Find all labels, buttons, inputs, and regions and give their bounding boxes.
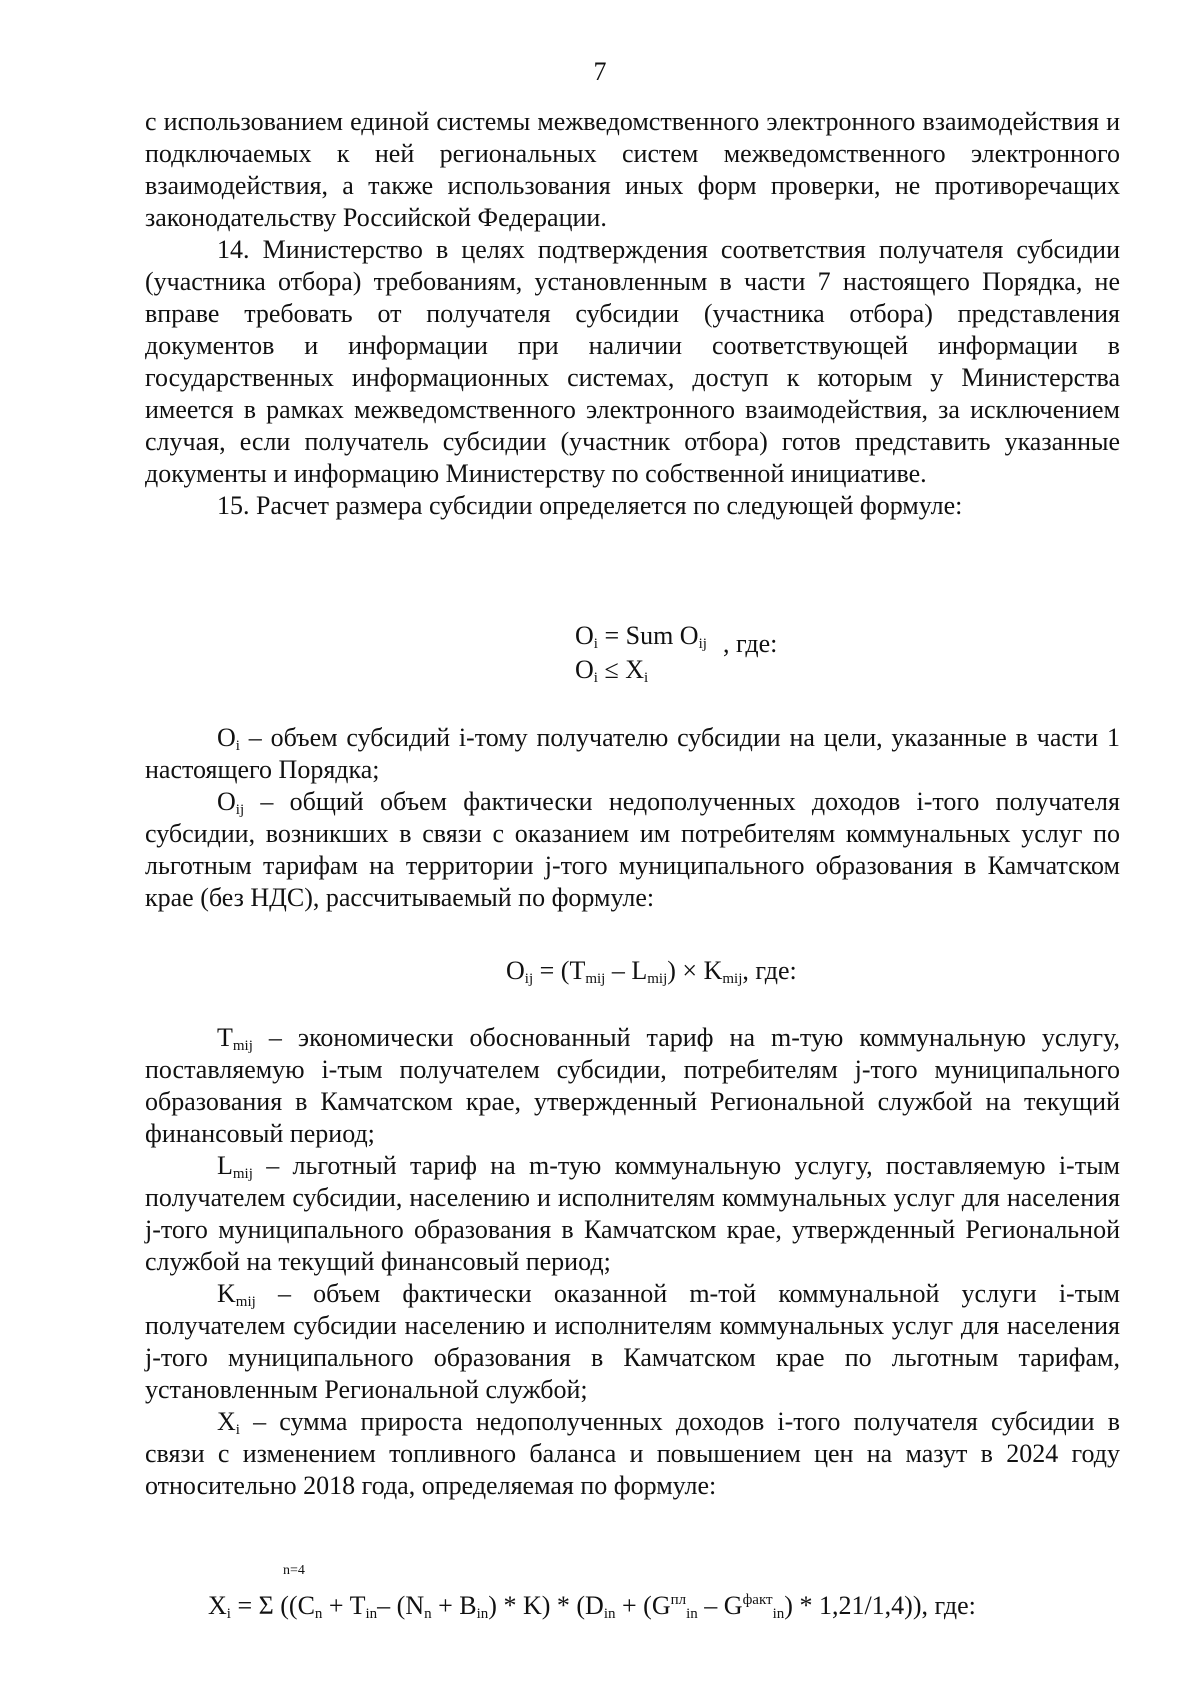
formula-oij: $O_{ij} = (T_{mij} - L_{mij}) \times K_{mij}$, где: xyxy=(506,956,797,987)
formula1-line1: $O_i$ = Sum $O_{ij}$ xyxy=(575,621,707,652)
text-block-2 xyxy=(145,722,1120,914)
paragraph-14: 14. Министерство в целях подтверждения соответствия получателя субсидии (участника отбора) требованиям, установленным в части 7 настоящего Порядка, не вправе требовать от получателя субсидии (участника отбора) представления документов и информации при наличии соответствующей информации в государственных информационных системах, доступ к которым у Министерства имеется в рамках межведомственного электронного взаимодействия, за исключением случая, если получатель субсидии (участник отбора) готов представить указанные документы и информацию Министерству по собственной инициативе. xyxy=(145,235,1120,488)
formula-subsidy-volume xyxy=(575,620,778,688)
formula1-where: , где: xyxy=(723,629,778,658)
definition-xi: $X_i$ – сумма прироста недополученных доходов i-того получателя субсидии в связи с изменением топливного баланса и повышением цен на мазут в 2024 году относительно 2018 года, определяемая по формуле: xyxy=(145,1407,1120,1500)
formula-xi: n=4 $X_i = \Sigma$ (($C_n + T_{in}-$ $(N_n + B_{in}) * K) * (D_{in} + (G^{пл}_{in} - G^{факт}_{in}) * 1,21/1,4)$), где: xyxy=(208,1563,976,1622)
text-block-1 xyxy=(145,106,1120,522)
formula1-line2: $O_i \le X_i$ xyxy=(575,655,649,686)
page-number: 7 xyxy=(593,57,607,86)
paragraph-15: 15. Расчет размера субсидии определяется по следующей формуле: xyxy=(217,491,963,520)
text-block-3 xyxy=(145,1022,1120,1502)
definition-tmij: $T_{mij}$ – экономически обоснованный тариф на m-тую коммунальную услугу, поставляемую i-тым получателем субсидии, потребителям j-того муниципального образования в Камчатском крае, утвержденный Региональной службой на текущий финансовый период; xyxy=(145,1023,1120,1148)
paragraph-continuation: с использованием единой системы межведомственного электронного взаимодействия и подключаемых к ней региональных систем межведомственного электронного взаимодействия, а также использования иных форм проверки, не противоречащих законодательству Российской Федерации. xyxy=(145,107,1120,232)
definition-oij: $O_{ij}$ – общий объем фактически недополученных доходов i-того получателя субсидии, возникших в связи с оказанием им потребителям коммунальных услуг по льготным тарифам на территории j-того муниципального образования в Камчатском крае (без НДС), рассчитываемый по формуле: xyxy=(145,787,1120,912)
definition-oi: $O_i$ – объем субсидий i-тому получателю субсидии на цели, указанные в части 1 настоящего Порядка; xyxy=(145,723,1120,784)
sum-upper-limit: n=4 xyxy=(283,1563,305,1578)
definition-lmij: $L_{mij}$ – льготный тариф на m-тую коммунальную услугу, поставляемую i-тым получателем субсидии, населению и исполнителям коммунальных услуг для населения j-того муниципального образования в Камчатском крае, утвержденный Региональной службой на текущий финансовый период; xyxy=(145,1151,1120,1276)
definition-kmij: $K_{mij}$ – объем фактически оказанной m-той коммунальной услуги i-тым получателем субсидии населению и исполнителям коммунальных услуг для населения j-того муниципального образования в Камчатском крае по льготным тарифам, установленным Региональной службой; xyxy=(145,1279,1120,1404)
